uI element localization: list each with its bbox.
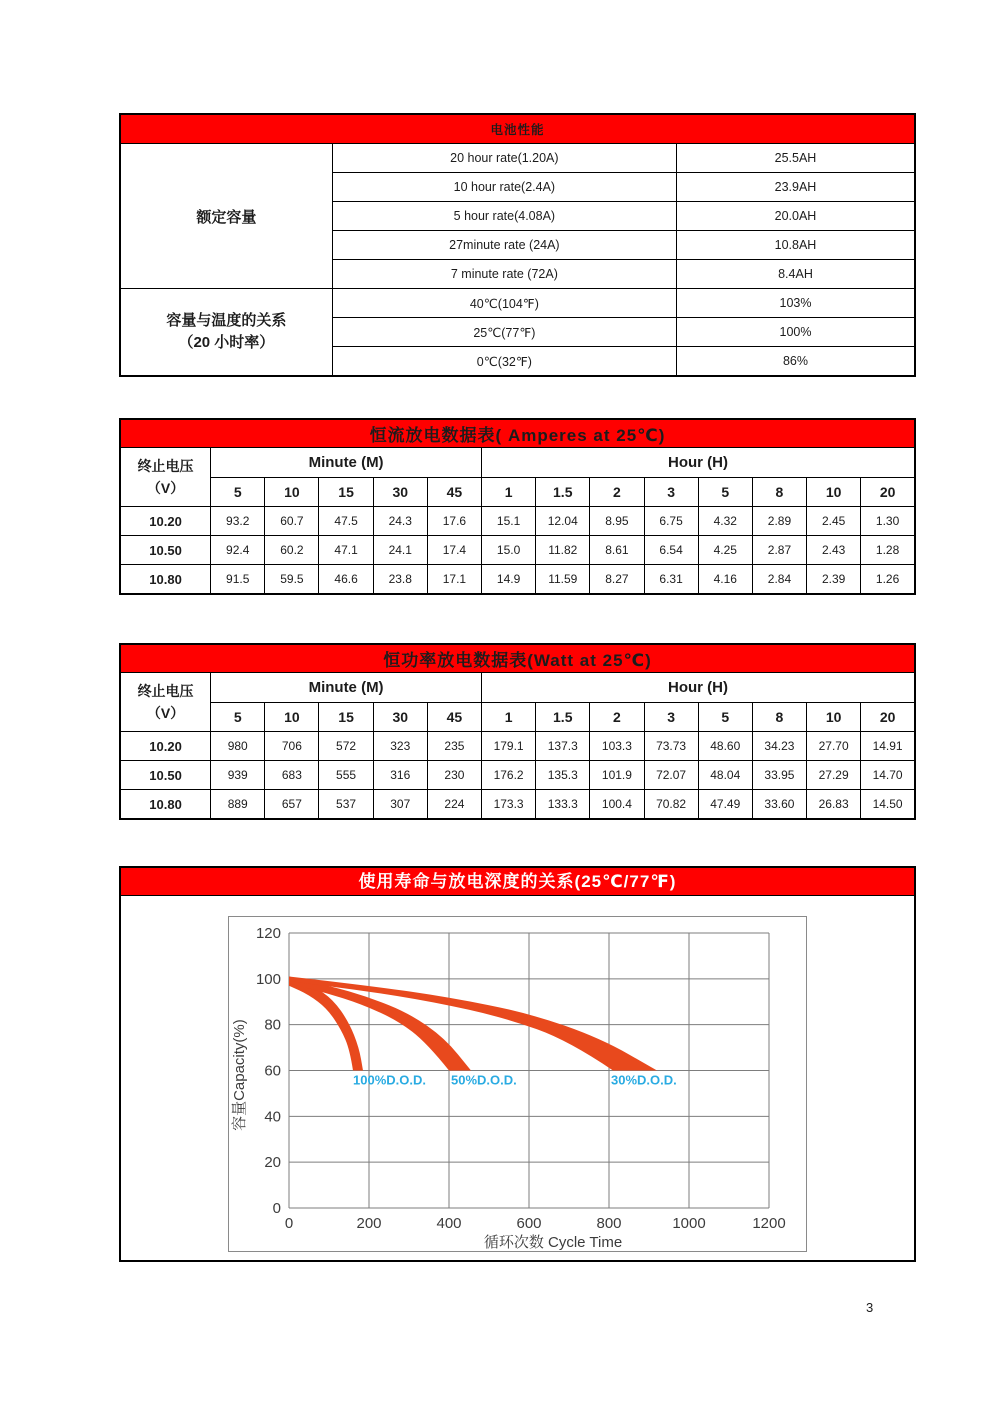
data-cell: 12.04 — [536, 507, 590, 536]
spec-value: 100% — [676, 318, 915, 347]
x-tick-label: 600 — [516, 1215, 542, 1232]
spec-condition: 7 minute rate (72A) — [332, 260, 676, 289]
y-tick-label: 0 — [272, 1200, 281, 1217]
page-number: 3 — [866, 1300, 874, 1315]
hour-header: Hour (H) — [482, 448, 916, 478]
data-cell: 135.3 — [536, 761, 590, 790]
hour-header: Hour (H) — [482, 673, 916, 703]
data-cell: 2.87 — [752, 536, 806, 565]
column-header: 20 — [861, 703, 915, 732]
spec-condition: 27minute rate (24A) — [332, 231, 676, 260]
x-tick-label: 400 — [436, 1215, 462, 1232]
data-cell: 980 — [211, 732, 265, 761]
end-voltage-header — [120, 448, 211, 507]
column-header: 5 — [698, 478, 752, 507]
group-label-capacity-vs-temperature — [120, 289, 332, 377]
data-cell: 889 — [211, 790, 265, 820]
data-cell: 133.3 — [536, 790, 590, 820]
data-cell: 1.26 — [861, 565, 915, 595]
spec-value: 10.8AH — [676, 231, 915, 260]
current-table-title: 恒流放电数据表( Amperes at 25℃) — [120, 419, 915, 448]
data-cell: 26.83 — [807, 790, 861, 820]
spec-condition: 40℃(104℉) — [332, 289, 676, 318]
data-cell: 27.29 — [807, 761, 861, 790]
column-header: 45 — [427, 478, 481, 507]
column-header: 1 — [482, 478, 536, 507]
data-cell: 60.2 — [265, 536, 319, 565]
data-cell: 92.4 — [211, 536, 265, 565]
constant-current-discharge-table — [119, 418, 916, 595]
table-row — [120, 732, 915, 761]
spec-value: 23.9AH — [676, 173, 915, 202]
dod-label: 50%D.O.D. — [451, 1072, 517, 1088]
data-cell: 33.60 — [752, 790, 806, 820]
data-cell: 230 — [427, 761, 481, 790]
minute-header: Minute (M) — [211, 448, 482, 478]
table-row — [120, 790, 915, 820]
data-cell: 6.75 — [644, 507, 698, 536]
end-voltage-value: 10.20 — [120, 732, 211, 761]
data-cell: 14.91 — [861, 732, 915, 761]
column-header: 3 — [644, 478, 698, 507]
column-header: 1.5 — [536, 703, 590, 732]
data-cell: 59.5 — [265, 565, 319, 595]
data-cell: 2.39 — [807, 565, 861, 595]
column-header: 45 — [427, 703, 481, 732]
spec-value: 25.5AH — [676, 144, 915, 173]
data-cell: 17.6 — [427, 507, 481, 536]
end-voltage-line2: （V） — [146, 480, 185, 496]
data-cell: 103.3 — [590, 732, 644, 761]
x-tick-label: 1000 — [672, 1215, 706, 1232]
power-table-title: 恒功率放电数据表(Watt at 25℃) — [120, 644, 915, 673]
spec-condition: 20 hour rate(1.20A) — [332, 144, 676, 173]
column-header: 10 — [807, 478, 861, 507]
data-cell: 2.89 — [752, 507, 806, 536]
spec-condition: 25℃(77℉) — [332, 318, 676, 347]
end-voltage-line1: 终止电压 — [137, 457, 194, 474]
data-cell: 24.3 — [373, 507, 427, 536]
column-header-row — [120, 478, 915, 507]
performance-table-title: 电池性能 — [120, 114, 915, 144]
group-label-rated-capacity: 额定容量 — [120, 144, 332, 289]
data-cell: 33.95 — [752, 761, 806, 790]
column-header: 30 — [373, 478, 427, 507]
column-header: 10 — [807, 703, 861, 732]
column-header: 15 — [319, 703, 373, 732]
constant-power-discharge-table — [119, 643, 916, 820]
column-header: 2 — [590, 703, 644, 732]
data-cell: 537 — [319, 790, 373, 820]
spec-condition: 10 hour rate(2.4A) — [332, 173, 676, 202]
group-label-line2: （20 小时率） — [178, 334, 275, 351]
end-voltage-value: 10.50 — [120, 761, 211, 790]
data-cell: 939 — [211, 761, 265, 790]
column-header: 15 — [319, 478, 373, 507]
spec-condition: 0℃(32℉) — [332, 347, 676, 377]
data-cell: 48.04 — [698, 761, 752, 790]
spec-value: 103% — [676, 289, 915, 318]
data-cell: 60.7 — [265, 507, 319, 536]
table-row — [120, 507, 915, 536]
data-cell: 15.0 — [482, 536, 536, 565]
data-cell: 2.84 — [752, 565, 806, 595]
cycle-life-chart — [229, 917, 806, 1251]
data-cell: 683 — [265, 761, 319, 790]
column-header: 2 — [590, 478, 644, 507]
data-cell: 14.50 — [861, 790, 915, 820]
column-header-row — [120, 703, 915, 732]
end-voltage-value: 10.80 — [120, 565, 211, 595]
data-cell: 173.3 — [482, 790, 536, 820]
data-cell: 70.82 — [644, 790, 698, 820]
data-cell: 572 — [319, 732, 373, 761]
column-header: 1 — [482, 703, 536, 732]
data-cell: 11.82 — [536, 536, 590, 565]
column-header: 10 — [265, 478, 319, 507]
data-cell: 47.5 — [319, 507, 373, 536]
chart-title: 使用寿命与放电深度的关系(25℃/77℉) — [121, 868, 914, 896]
table-row — [120, 761, 915, 790]
data-cell: 73.73 — [644, 732, 698, 761]
data-cell: 6.54 — [644, 536, 698, 565]
x-tick-label: 200 — [356, 1215, 382, 1232]
x-axis-title: 循环次数 Cycle Time — [483, 1234, 623, 1251]
y-tick-label: 100 — [255, 970, 281, 988]
spec-value: 86% — [676, 347, 915, 377]
x-tick-label: 0 — [284, 1215, 294, 1232]
data-cell: 657 — [265, 790, 319, 820]
column-header: 5 — [211, 478, 265, 507]
data-cell: 15.1 — [482, 507, 536, 536]
cycle-life-chart-section — [119, 866, 916, 1262]
data-cell: 4.25 — [698, 536, 752, 565]
column-header: 30 — [373, 703, 427, 732]
y-tick-label: 60 — [264, 1062, 281, 1080]
column-header: 3 — [644, 703, 698, 732]
y-axis-title: 容量Capacity(%) — [231, 1019, 248, 1131]
end-voltage-line1: 终止电压 — [137, 682, 194, 699]
table-row — [120, 144, 915, 173]
data-cell: 24.1 — [373, 536, 427, 565]
data-cell: 46.6 — [319, 565, 373, 595]
dod-label: 100%D.O.D. — [353, 1072, 426, 1088]
end-voltage-header — [120, 673, 211, 732]
data-cell: 11.59 — [536, 565, 590, 595]
group-label-line1: 容量与温度的关系 — [166, 311, 287, 329]
data-cell: 235 — [427, 732, 481, 761]
data-cell: 1.28 — [861, 536, 915, 565]
data-cell: 2.45 — [807, 507, 861, 536]
chart-box — [228, 916, 807, 1252]
column-header: 1.5 — [536, 478, 590, 507]
data-cell: 4.32 — [698, 507, 752, 536]
column-header: 5 — [211, 703, 265, 732]
table-row — [120, 565, 915, 595]
end-voltage-value: 10.50 — [120, 536, 211, 565]
data-cell: 47.1 — [319, 536, 373, 565]
data-cell: 17.1 — [427, 565, 481, 595]
data-cell: 17.4 — [427, 536, 481, 565]
spec-value: 8.4AH — [676, 260, 915, 289]
data-cell: 224 — [427, 790, 481, 820]
column-header: 20 — [861, 478, 915, 507]
end-voltage-value: 10.80 — [120, 790, 211, 820]
data-cell: 6.31 — [644, 565, 698, 595]
data-cell: 1.30 — [861, 507, 915, 536]
data-cell: 14.9 — [482, 565, 536, 595]
data-cell: 48.60 — [698, 732, 752, 761]
y-tick-label: 120 — [255, 925, 281, 942]
data-cell: 316 — [373, 761, 427, 790]
spec-value: 20.0AH — [676, 202, 915, 231]
minute-header: Minute (M) — [211, 673, 482, 703]
x-tick-label: 800 — [596, 1215, 622, 1232]
data-cell: 14.70 — [861, 761, 915, 790]
end-voltage-line2: （V） — [146, 705, 185, 721]
data-cell: 4.16 — [698, 565, 752, 595]
table-row — [120, 536, 915, 565]
column-header: 10 — [265, 703, 319, 732]
end-voltage-value: 10.20 — [120, 507, 211, 536]
table-row — [120, 289, 915, 318]
data-cell: 91.5 — [211, 565, 265, 595]
data-cell: 137.3 — [536, 732, 590, 761]
data-cell: 8.95 — [590, 507, 644, 536]
data-cell: 2.43 — [807, 536, 861, 565]
y-tick-label: 40 — [264, 1108, 281, 1126]
data-cell: 101.9 — [590, 761, 644, 790]
dod-label: 30%D.O.D. — [611, 1072, 677, 1088]
y-tick-label: 20 — [264, 1154, 281, 1172]
data-cell: 307 — [373, 790, 427, 820]
data-cell: 8.27 — [590, 565, 644, 595]
data-cell: 8.61 — [590, 536, 644, 565]
data-cell: 555 — [319, 761, 373, 790]
data-cell: 47.49 — [698, 790, 752, 820]
data-cell: 72.07 — [644, 761, 698, 790]
data-cell: 100.4 — [590, 790, 644, 820]
data-cell: 34.23 — [752, 732, 806, 761]
column-header: 8 — [752, 478, 806, 507]
y-tick-label: 80 — [264, 1016, 281, 1034]
column-header: 5 — [698, 703, 752, 732]
data-cell: 179.1 — [482, 732, 536, 761]
data-cell: 23.8 — [373, 565, 427, 595]
data-cell: 176.2 — [482, 761, 536, 790]
data-cell: 706 — [265, 732, 319, 761]
data-cell: 323 — [373, 732, 427, 761]
column-header: 8 — [752, 703, 806, 732]
spec-condition: 5 hour rate(4.08A) — [332, 202, 676, 231]
data-cell: 93.2 — [211, 507, 265, 536]
battery-performance-table — [119, 113, 916, 377]
x-tick-label: 1200 — [752, 1215, 786, 1232]
data-cell: 27.70 — [807, 732, 861, 761]
